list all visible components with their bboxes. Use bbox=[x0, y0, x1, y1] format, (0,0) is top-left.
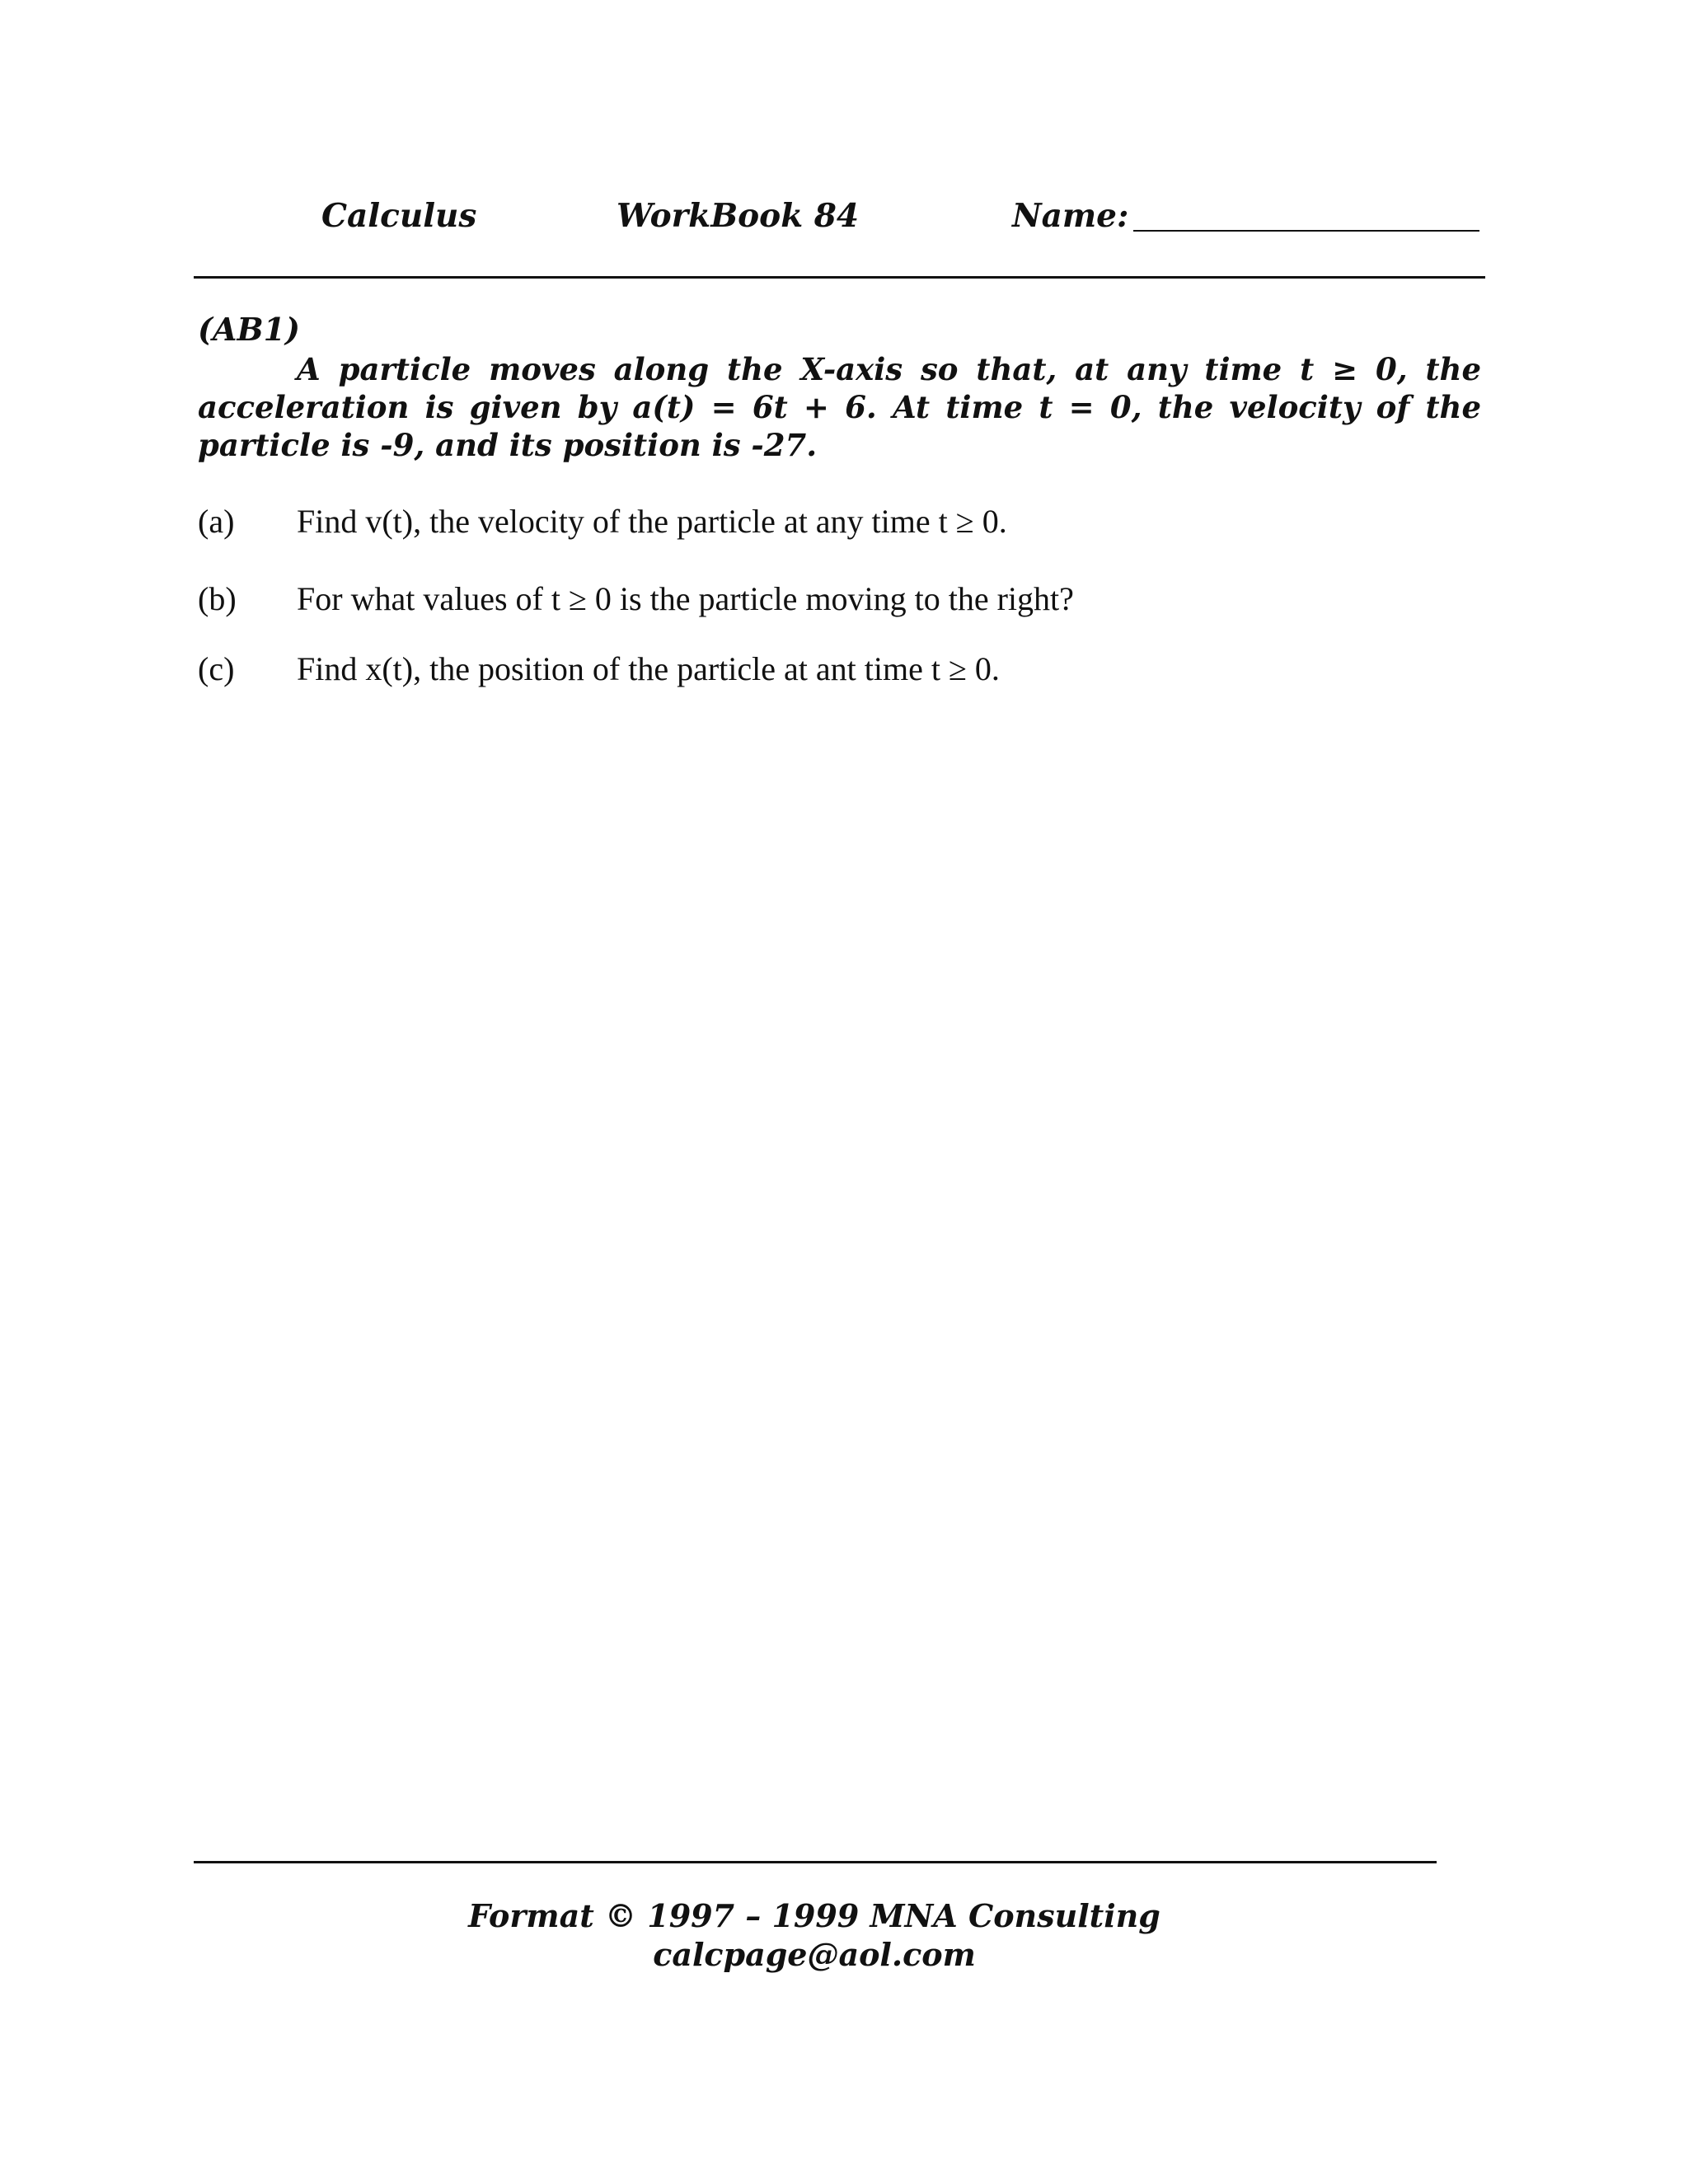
problem-id: (AB1) bbox=[198, 311, 301, 348]
part-label: (a) bbox=[198, 503, 235, 540]
header-workbook: WorkBook 84 bbox=[617, 197, 860, 235]
part-label: (b) bbox=[198, 580, 237, 617]
part-text: Find x(t), the position of the particle at ant time t ≥ 0. bbox=[297, 650, 1000, 687]
question-part-a bbox=[198, 501, 1007, 542]
question-part-b bbox=[198, 579, 1074, 620]
footer-email: calcpage@aol.com bbox=[653, 1936, 976, 1973]
name-label: Name: bbox=[1012, 197, 1129, 235]
header-course: Calculus bbox=[321, 197, 477, 235]
part-label: (c) bbox=[198, 650, 235, 687]
problem-statement: A particle moves along the X-axis so that, at any time t ≥ 0, the acceleration is given by a(t) = 6t + 6. At time t = 0, the velocity of the particle is -9, and its position is -27. bbox=[198, 351, 1481, 463]
footer-copyright: Format © 1997 – 1999 MNA Consulting bbox=[468, 1897, 1160, 1934]
header-divider bbox=[194, 276, 1485, 279]
footer-divider bbox=[194, 1861, 1437, 1863]
question-part-c bbox=[198, 649, 1000, 690]
part-text: Find v(t), the velocity of the particle at any time t ≥ 0. bbox=[297, 503, 1007, 540]
header-name-field bbox=[1012, 196, 1479, 236]
part-text: For what values of t ≥ 0 is the particle moving to the right? bbox=[297, 580, 1074, 617]
name-blank-line bbox=[1133, 230, 1479, 232]
